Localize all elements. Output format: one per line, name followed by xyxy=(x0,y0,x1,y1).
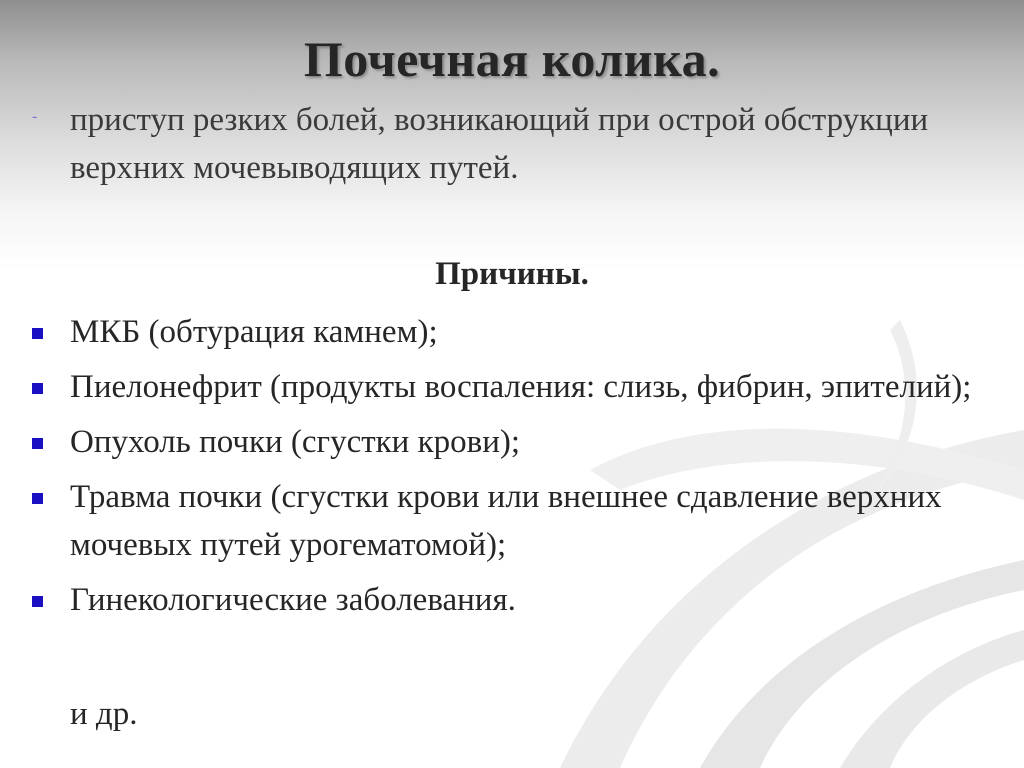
definition-marker: - xyxy=(32,108,38,125)
slide-title: Почечная колика. xyxy=(303,31,721,87)
square-bullet-icon xyxy=(32,596,43,607)
square-bullet-icon xyxy=(32,383,43,394)
causes-heading: Причины. xyxy=(435,256,589,292)
causes-list xyxy=(32,308,992,631)
cause-item xyxy=(32,418,992,466)
cause-item xyxy=(32,473,992,569)
square-bullet-icon xyxy=(32,328,43,339)
square-bullet-icon xyxy=(32,438,43,449)
cause-item xyxy=(32,308,992,356)
cause-text: Пиелонефрит (продукты воспаления: слизь, фибрин, эпителий); xyxy=(70,369,972,405)
square-bullet-icon xyxy=(32,493,43,504)
other-causes-text: и др. xyxy=(70,696,138,732)
cause-text: Травма почки (сгустки крови или внешнее сдавление верхних мочевых путей урогематомой); xyxy=(70,479,942,563)
cause-text: Гинекологические заболевания. xyxy=(70,582,516,618)
cause-text: МКБ (обтурация камнем); xyxy=(70,314,438,350)
definition-text: приступ резких болей, возникающий при острой обструкции верхних мочевыводящих путей. xyxy=(70,102,929,186)
cause-text: Опухоль почки (сгустки крови); xyxy=(70,424,521,460)
cause-item xyxy=(32,363,992,411)
cause-item xyxy=(32,576,992,624)
